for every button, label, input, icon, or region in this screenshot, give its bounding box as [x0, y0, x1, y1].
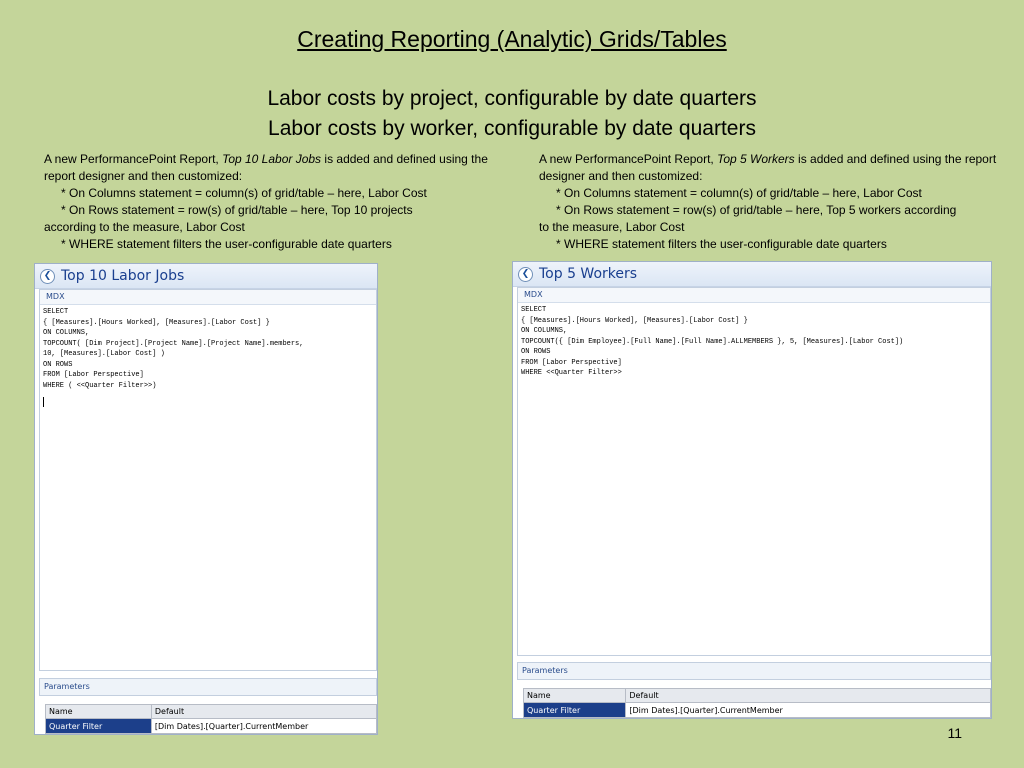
left-bullet-rows-cont: according to the measure, Labor Cost	[44, 220, 245, 234]
slide-title: Creating Reporting (Analytic) Grids/Tables	[297, 26, 727, 52]
code-line: FROM [Labor Perspective]	[521, 358, 622, 367]
code-line: FROM [Labor Perspective]	[43, 371, 144, 379]
right-bullet-rows-cont: to the measure, Labor Cost	[539, 220, 685, 234]
back-arrow-icon[interactable]: ❮	[40, 269, 55, 284]
left-bullet-rows: * On Rows statement = row(s) of grid/table – here, Top 10 projects	[61, 203, 413, 217]
code-line: SELECT	[43, 308, 69, 316]
right-panel-title: Top 5 Workers	[539, 266, 638, 282]
text-caret	[43, 397, 44, 407]
table-row[interactable]	[524, 703, 991, 718]
right-desc-report-name: Top 5 Workers	[717, 152, 795, 166]
right-mdx-label: MDX	[518, 288, 990, 303]
left-parameters-table	[45, 704, 377, 734]
left-mdx-code	[40, 305, 376, 407]
back-arrow-icon[interactable]: ❮	[518, 267, 533, 282]
right-description	[539, 151, 1001, 253]
right-parameters-table	[523, 688, 991, 718]
subtitle-worker: Labor costs by worker, configurable by date quarters	[268, 117, 756, 140]
right-bullet-where: * WHERE statement filters the user-configurable date quarters	[556, 237, 887, 251]
code-line: 10, [Measures].[Labor Cost] )	[43, 350, 165, 358]
right-desc-suffix: is added and defined using the report designer and then customized:	[539, 152, 997, 183]
right-mdx-editor[interactable]	[517, 287, 991, 656]
code-line: ON COLUMNS,	[521, 327, 568, 335]
right-bullet-columns: * On Columns statement = column(s) of grid/table – here, Labor Cost	[556, 186, 922, 200]
column-header-name[interactable]: Name	[46, 705, 152, 719]
code-line: SELECT	[521, 306, 547, 314]
code-line: TOPCOUNT( [Dim Project].[Project Name].[Project Name].members,	[43, 339, 304, 348]
table-row[interactable]	[46, 719, 377, 734]
right-parameters-label: Parameters	[517, 662, 991, 680]
right-panel-header	[513, 262, 991, 287]
left-parameters-section	[39, 678, 377, 735]
param-default-cell[interactable]: [Dim Dates].[Quarter].CurrentMember	[626, 703, 991, 718]
table-scrollbar[interactable]	[523, 718, 991, 719]
left-desc-prefix: A new PerformancePoint Report,	[44, 152, 223, 166]
left-report-panel	[34, 263, 378, 735]
right-report-panel	[512, 261, 992, 719]
left-panel-header	[35, 264, 377, 289]
param-default-cell[interactable]: [Dim Dates].[Quarter].CurrentMember	[151, 719, 376, 734]
column-header-default[interactable]: Default	[626, 689, 991, 703]
code-line: WHERE ( <<Quarter Filter>>)	[43, 381, 157, 390]
code-line: { [Measures].[Hours Worked], [Measures].[Labor Cost] }	[521, 316, 748, 325]
code-line: ON COLUMNS,	[43, 329, 90, 337]
right-mdx-code	[518, 303, 990, 379]
left-description	[44, 151, 504, 253]
code-line: { [Measures].[Hours Worked], [Measures].[Labor Cost] }	[43, 318, 270, 327]
left-parameters-label: Parameters	[39, 678, 377, 696]
page-number: 11	[947, 725, 962, 741]
right-bullet-rows: * On Rows statement = row(s) of grid/table – here, Top 5 workers according	[556, 203, 957, 217]
left-desc-report-name: Top 10 Labor Jobs	[222, 152, 322, 166]
left-bullet-where: * WHERE statement filters the user-configurable date quarters	[61, 237, 392, 251]
left-mdx-label: MDX	[40, 290, 376, 305]
code-line: ON ROWS	[521, 348, 551, 356]
left-desc-suffix: is added and defined using the report designer and then customized:	[44, 152, 488, 183]
right-desc-prefix: A new PerformancePoint Report,	[539, 152, 718, 166]
column-header-name[interactable]: Name	[524, 689, 626, 703]
column-header-default[interactable]: Default	[151, 705, 376, 719]
param-name-cell[interactable]: Quarter Filter	[524, 703, 626, 718]
code-line: WHERE <<Quarter Filter>>	[521, 369, 622, 377]
code-line: TOPCOUNT({ [Dim Employee].[Full Name].[Full Name].ALLMEMBERS }, 5, [Measures].[Labor Cost])	[521, 337, 904, 346]
subtitle-project: Labor costs by project, configurable by date quarters	[267, 87, 757, 110]
table-scrollbar[interactable]	[45, 734, 377, 735]
code-line: ON ROWS	[43, 360, 73, 369]
param-name-cell[interactable]: Quarter Filter	[46, 719, 152, 734]
right-parameters-section	[517, 662, 991, 719]
left-panel-title: Top 10 Labor Jobs	[61, 268, 185, 284]
left-mdx-editor[interactable]	[39, 289, 377, 671]
left-bullet-columns: * On Columns statement = column(s) of grid/table – here, Labor Cost	[61, 186, 427, 200]
